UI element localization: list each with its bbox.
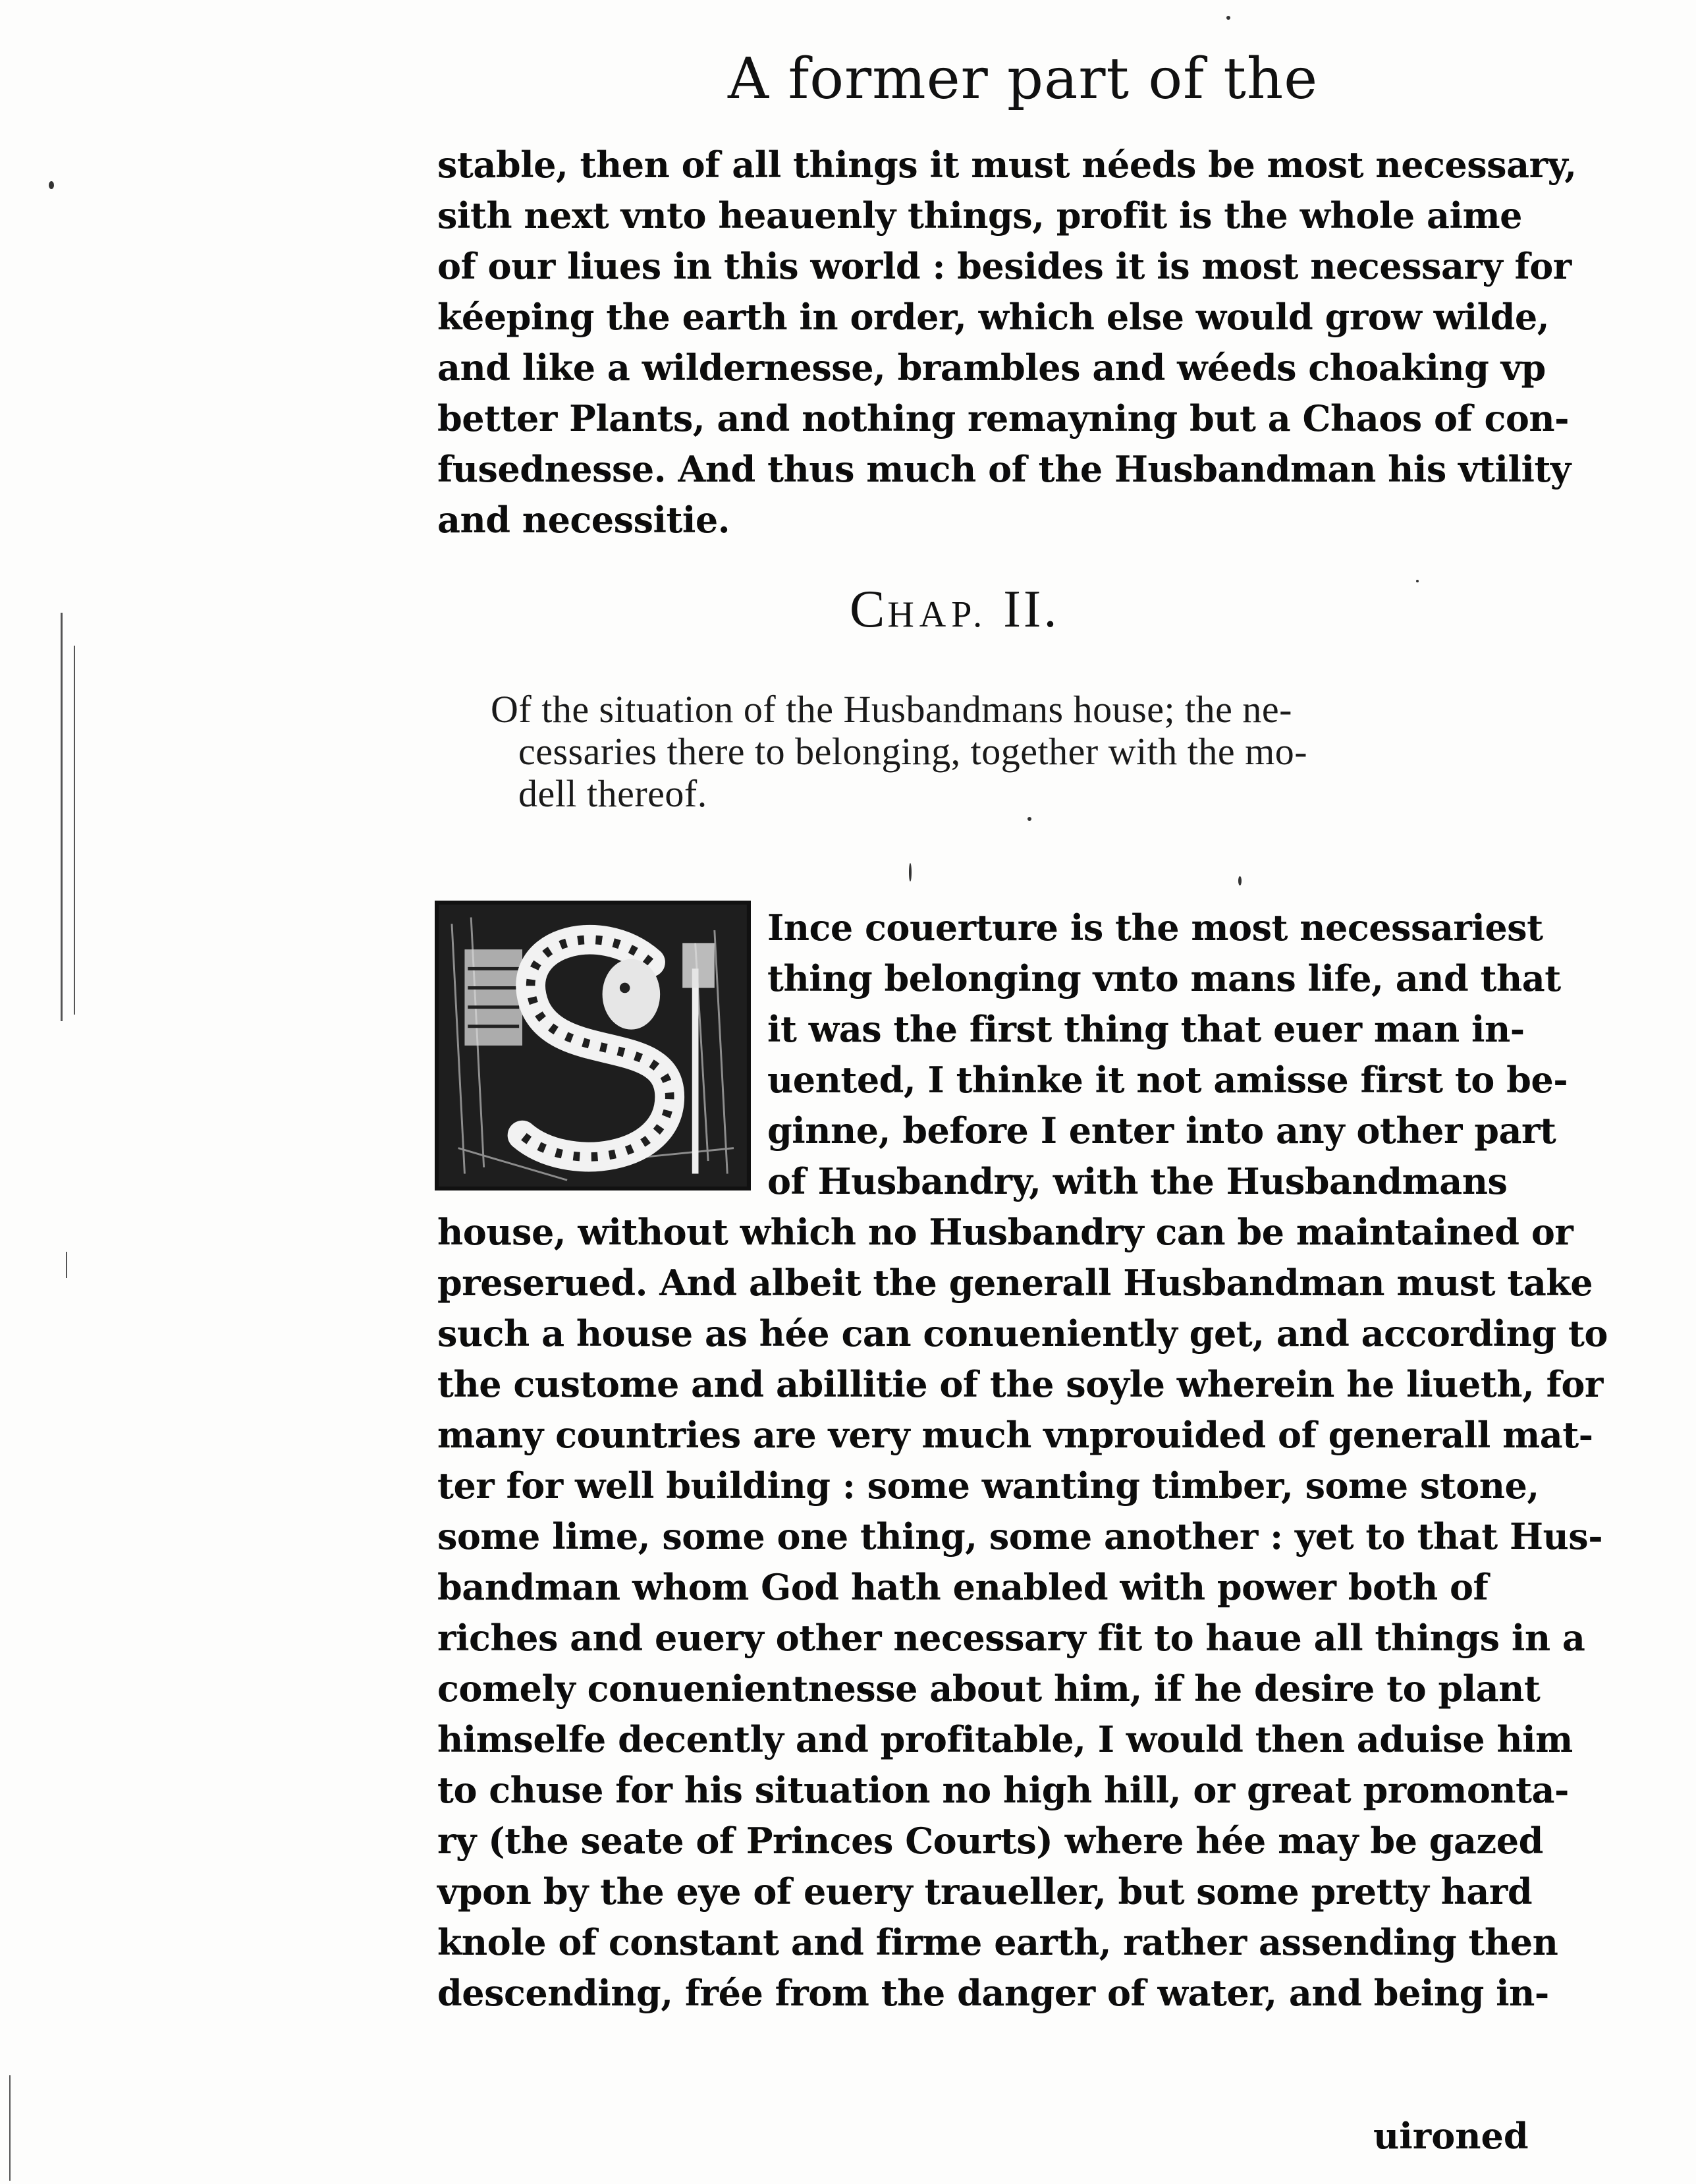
gutter-line xyxy=(9,2075,11,2181)
chapter-heading-word: HAP. xyxy=(887,594,988,635)
chapter-title-line: cessaries there to belonging, together with the mo- xyxy=(518,730,1308,773)
speck xyxy=(909,863,912,882)
text-line: vpon by the eye of euery traueller, but some pretty hard xyxy=(437,1870,1533,1913)
text-line: stable, then of all things it must néeds be most necessary, xyxy=(437,144,1577,186)
chapter-title-line: Of the situation of the Husbandmans house; the ne- xyxy=(491,688,1292,731)
text-line: fusednesse. And thus much of the Husbandman his vtility xyxy=(437,448,1571,490)
woodcut-initial-s xyxy=(435,901,751,1190)
text-line: sith next vnto heauenly things, profit is the whole aime xyxy=(437,194,1523,237)
text-line: kéeping the earth in order, which else would grow wilde, xyxy=(437,296,1550,338)
chapter-heading-initial: C xyxy=(850,580,888,638)
speck xyxy=(1226,16,1230,20)
chapter-heading xyxy=(850,580,1245,640)
woodcut-illustration xyxy=(439,905,747,1187)
speck xyxy=(1027,817,1031,821)
text-line: such a house as hée can conueniently get, and according to xyxy=(437,1312,1608,1355)
chapter-title xyxy=(491,688,1518,815)
speck xyxy=(49,181,54,189)
text-line: and like a wildernesse, brambles and wéeds choaking vp xyxy=(437,347,1546,389)
text-line: riches and euery other necessary fit to haue all things in a xyxy=(437,1617,1585,1659)
text-line: to chuse for his situation no high hill, or great promonta- xyxy=(437,1769,1569,1811)
text-line: ginne, before I enter into any other part xyxy=(767,1109,1556,1152)
catchword: uironed xyxy=(1373,2115,1529,2157)
text-line: of our liues in this world : besides it is most necessary for xyxy=(437,245,1572,287)
text-line: knole of constant and firme earth, rather assending then xyxy=(437,1921,1558,1963)
text-line: it was the first thing that euer man in- xyxy=(767,1008,1525,1050)
text-line: some lime, some one thing, some another : yet to that Hus- xyxy=(437,1515,1603,1557)
text-line: the custome and abillitie of the soyle wherein he liueth, for xyxy=(437,1363,1603,1405)
paragraph-1 xyxy=(437,140,1577,546)
speck xyxy=(1238,876,1242,885)
text-line: of Husbandry, with the Husbandmans xyxy=(767,1160,1508,1202)
gutter-line xyxy=(74,646,75,1015)
chapter-title-line: dell thereof. xyxy=(518,772,707,815)
text-line: house, without which no Husbandry can be maintained or xyxy=(437,1211,1573,1253)
chapter-number: II. xyxy=(1003,580,1060,638)
speck xyxy=(1416,580,1419,582)
text-line: bandman whom God hath enabled with power both of xyxy=(437,1566,1489,1608)
text-line: thing belonging vnto mans life, and that xyxy=(767,957,1561,999)
text-line: better Plants, and nothing remayning but a Chaos of con- xyxy=(437,397,1570,439)
text-line: many countries are very much vnprouided of generall mat- xyxy=(437,1414,1593,1456)
paragraph-2-beside-initial xyxy=(767,903,1568,1207)
gutter-line xyxy=(66,1252,67,1278)
text-line: ter for well building : some wanting timber, some stone, xyxy=(437,1465,1539,1507)
text-line: Ince couerture is the most necessariest xyxy=(767,907,1543,949)
running-head: A former part of the xyxy=(728,46,1319,112)
text-line: uented, I thinke it not amisse first to be- xyxy=(767,1059,1568,1101)
gutter-line xyxy=(61,613,63,1021)
paragraph-2-full-width xyxy=(437,1207,1608,2019)
text-line: descending, frée from the danger of water, and being in- xyxy=(437,1972,1549,2014)
text-line: ry (the seate of Princes Courts) where hée may be gazed xyxy=(437,1820,1543,1862)
text-line: preserued. And albeit the generall Husbandman must take xyxy=(437,1262,1593,1304)
text-line: himselfe decently and profitable, I would then aduise him xyxy=(437,1718,1573,1760)
text-line: comely conuenientnesse about him, if he desire to plant xyxy=(437,1667,1541,1710)
text-line: and necessitie. xyxy=(437,499,730,541)
